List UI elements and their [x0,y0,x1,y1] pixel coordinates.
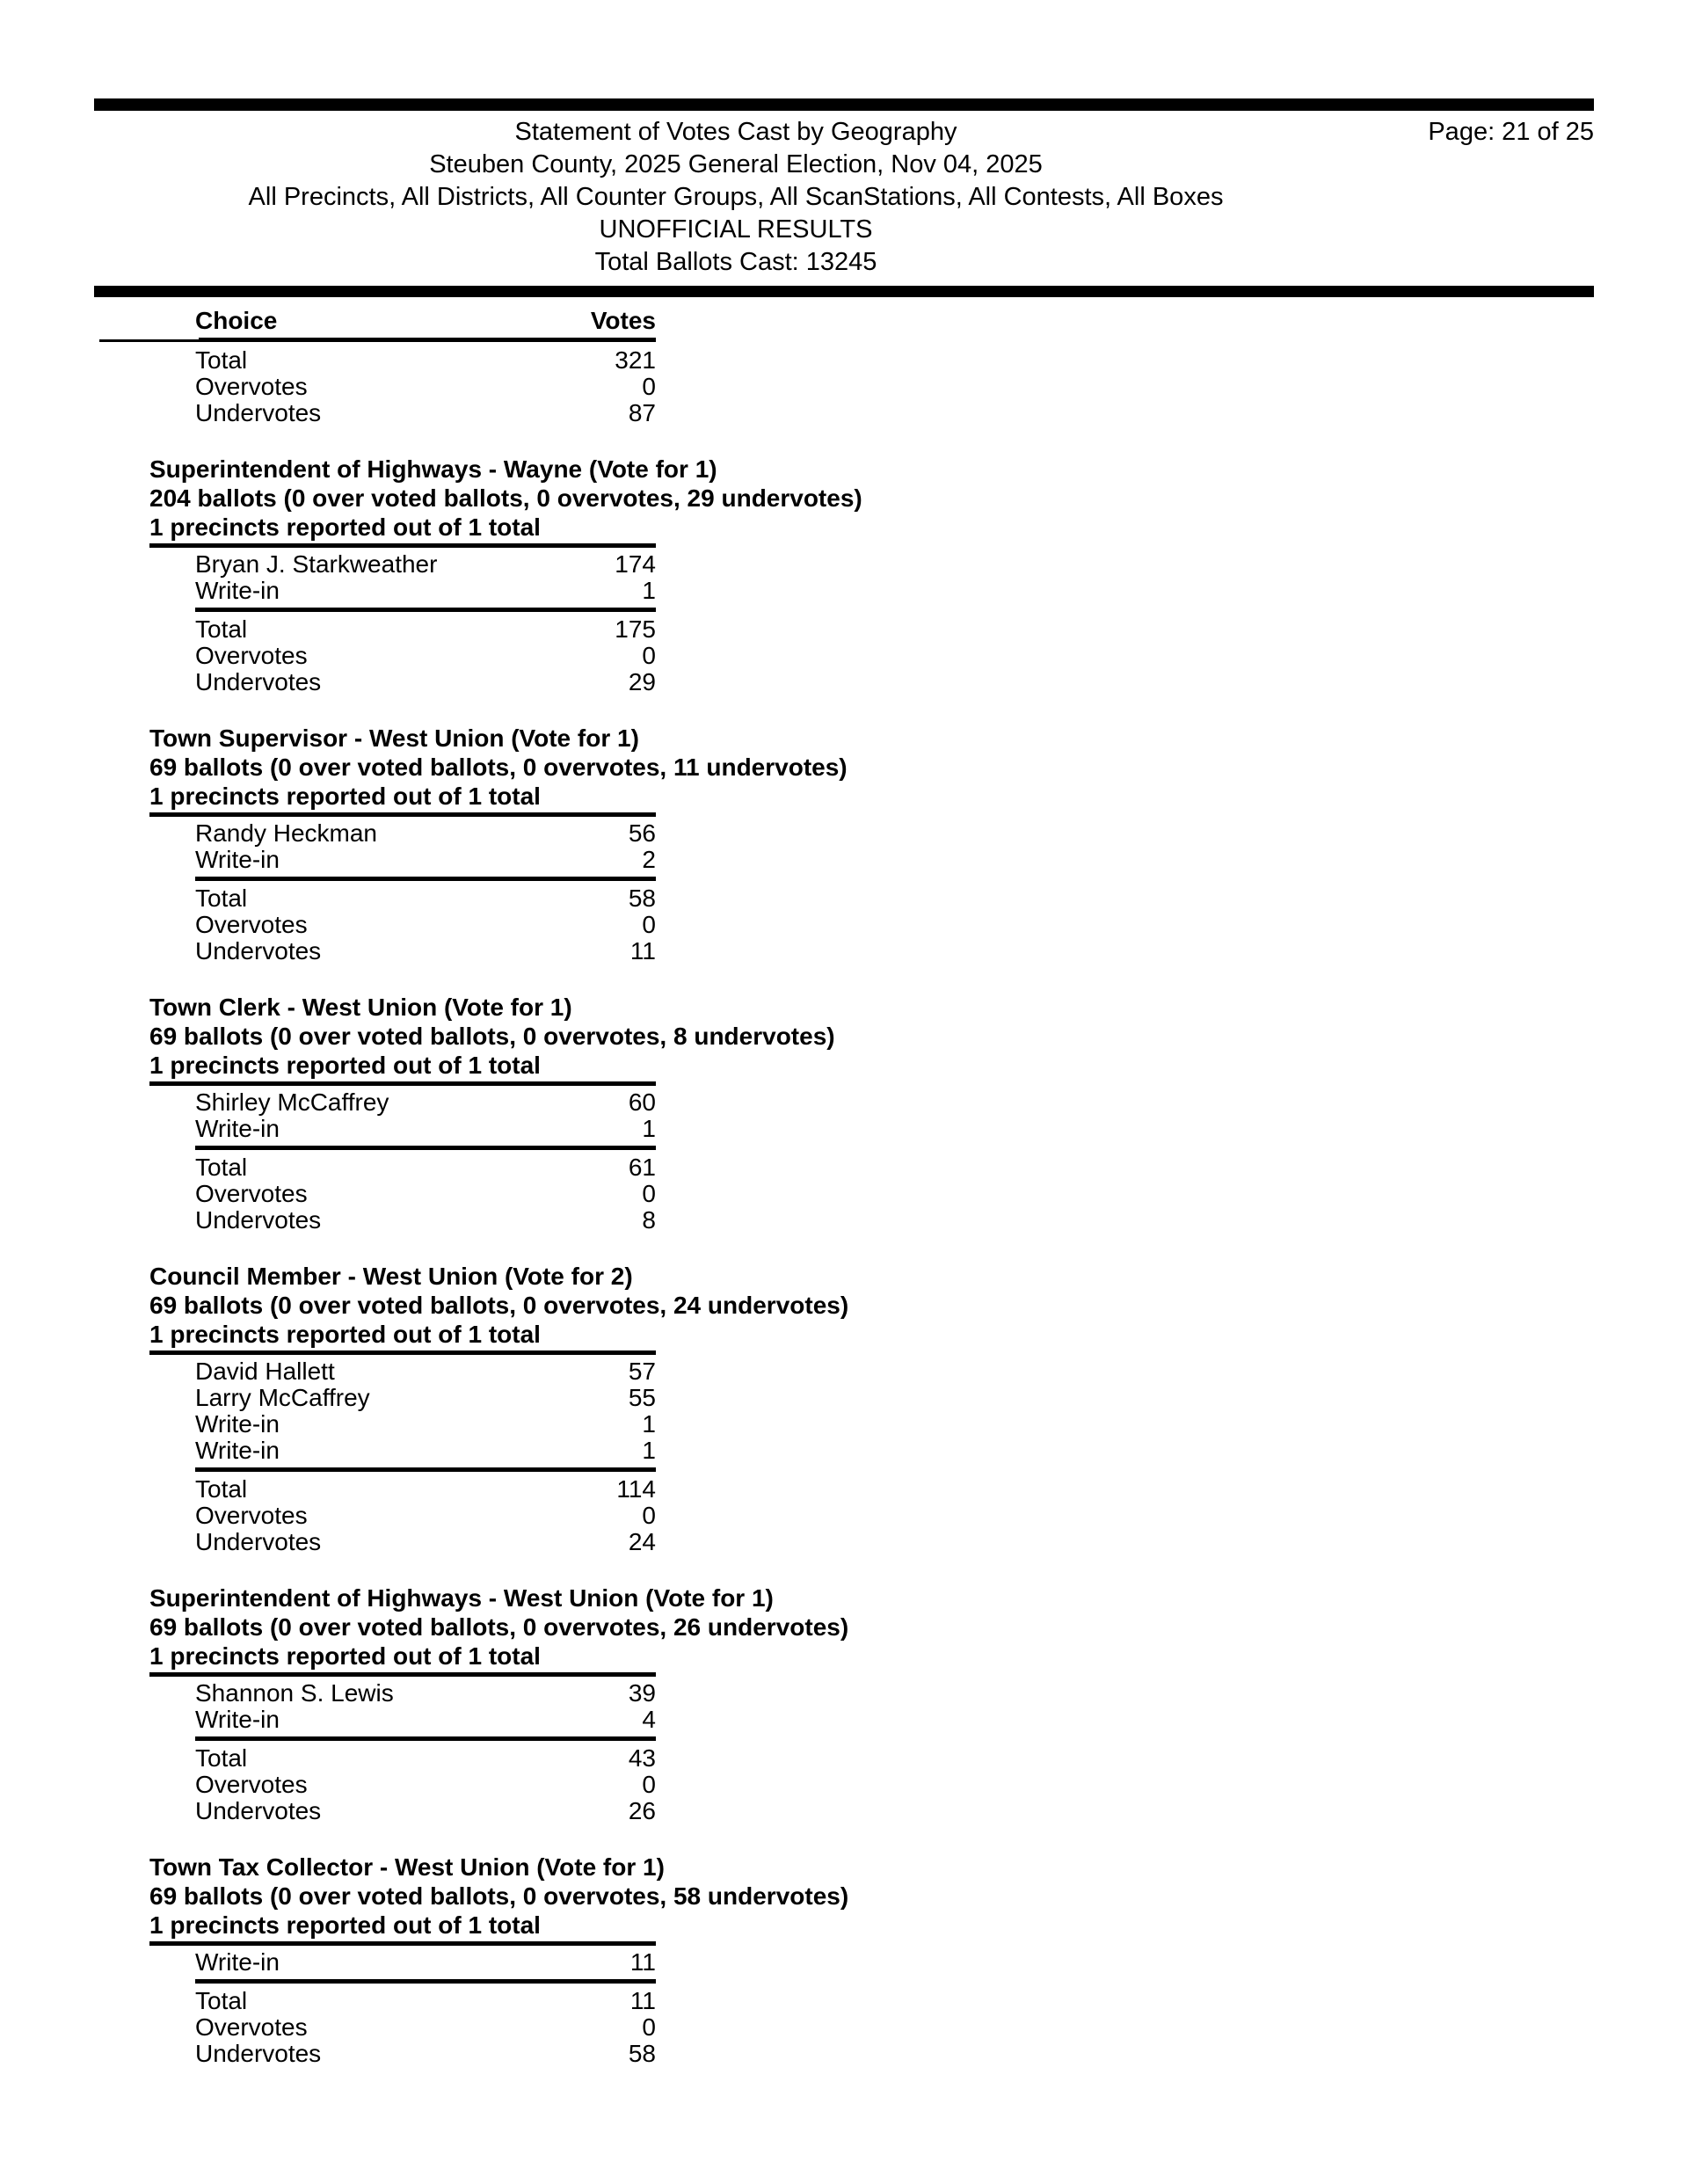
column-header-underline-thick [199,338,656,342]
summary-label: Overvotes [195,1180,308,1207]
candidate-row [195,551,656,578]
contest-section [0,993,1688,1234]
summary-votes: 0 [642,642,656,669]
summary-label: Overvotes [195,642,308,669]
summary-label: Total [195,1744,248,1772]
contest-section [0,455,1688,695]
contest-ballots-summary: 69 ballots (0 over voted ballots, 0 overvotes, 8 undervotes) [149,1023,835,1050]
candidate-row [195,1411,656,1438]
summary-votes: 0 [642,1180,656,1207]
summary-votes: 29 [628,668,656,695]
summary-label: Overvotes [195,2013,308,2041]
summary-row [195,1476,656,1503]
candidate-name: Write-in [195,577,280,604]
precincts-underline [149,1941,656,1946]
contest-ballots-summary: 204 ballots (0 over voted ballots, 0 overvotes, 29 undervotes) [149,484,862,512]
report-subtitle-election: Steuben County, 2025 General Election, Nov 04, 2025 [429,150,1043,178]
contest-section [0,1583,1688,1824]
summary-label: Undervotes [195,668,322,695]
summary-votes: 43 [628,1744,656,1772]
summary-row [195,1745,656,1772]
summary-label: Total [195,1154,248,1181]
candidate-name: Write-in [195,1115,280,1142]
contest-title: Town Clerk - West Union (Vote for 1) [149,994,572,1021]
summary-row [195,1772,656,1798]
candidate-row [195,1116,656,1142]
contest-precincts-reported: 1 precincts reported out of 1 total [149,1911,541,1939]
contest-ballots-summary: 69 ballots (0 over voted ballots, 0 overvotes, 26 undervotes) [149,1613,849,1641]
summary-votes: 24 [628,1528,656,1555]
candidates-underline [195,1467,656,1472]
contest-title: Town Supervisor - West Union (Vote for 1) [149,724,639,752]
summary-votes: 26 [628,1797,656,1824]
summary-row [195,938,656,965]
report-header [94,111,1594,286]
summary-row [195,1207,656,1234]
summary-row [195,643,656,669]
candidate-name: Shannon S. Lewis [195,1679,394,1707]
candidate-votes: 56 [628,819,656,847]
contest-section [0,724,1688,965]
candidate-votes: 57 [628,1358,656,1385]
candidate-row [195,1680,656,1707]
candidate-name: David Hallett [195,1358,335,1385]
contest-precincts-reported: 1 precincts reported out of 1 total [149,1321,541,1348]
candidate-name: Larry McCaffrey [195,1384,370,1411]
summary-row [195,616,656,643]
precincts-underline [149,1081,656,1086]
contest-ballots-summary: 69 ballots (0 over voted ballots, 0 overvotes, 58 undervotes) [149,1882,849,1910]
summary-label: Undervotes [195,1528,322,1555]
candidate-name: Write-in [195,1410,280,1438]
summary-label: Overvotes [195,911,308,938]
summary-votes: 0 [642,1502,656,1529]
candidate-votes: 55 [628,1384,656,1411]
report-total-ballots: Total Ballots Cast: 13245 [594,248,877,276]
summary-row [195,2014,656,2041]
summary-label: Total [195,885,248,912]
contest-section [0,1853,1688,2067]
summary-label: Overvotes [195,1771,308,1798]
summary-label: Undervotes [195,1797,322,1824]
contest-ballots-summary: 69 ballots (0 over voted ballots, 0 overvotes, 24 undervotes) [149,1292,849,1319]
summary-votes: 11 [629,1987,656,2014]
candidate-name: Shirley McCaffrey [195,1088,389,1116]
summary-label: Total [195,1475,248,1503]
report-subtitle-filters: All Precincts, All Districts, All Counter Groups, All ScanStations, All Contests, All Boxes [248,183,1224,211]
candidate-name: Randy Heckman [195,819,377,847]
choice-column-header: Choice [195,307,278,334]
contest-ballots-summary: 69 ballots (0 over voted ballots, 0 overvotes, 11 undervotes) [149,753,848,781]
candidate-votes: 11 [629,1948,656,1976]
candidate-votes: 39 [628,1679,656,1707]
column-header-underline [99,338,656,342]
summary-row [195,1503,656,1529]
candidate-row [195,1438,656,1464]
summary-votes: 58 [628,2040,656,2067]
summary-row [195,374,656,400]
summary-label: Total [195,1987,248,2014]
results-sections [0,347,1688,2067]
precincts-underline [149,1672,656,1677]
report-subtitle-status: UNOFFICIAL RESULTS [599,215,873,244]
candidate-row [195,847,656,873]
contest-title: Town Tax Collector - West Union (Vote for 1) [149,1853,665,1881]
summary-row [195,669,656,695]
summary-label: Undervotes [195,399,322,426]
summary-row [195,2041,656,2067]
column-header-underline-thin [99,339,199,342]
summary-row [195,1154,656,1181]
summary-label: Total [195,615,248,643]
candidate-row [195,1949,656,1976]
candidate-row [195,1089,656,1116]
summary-row [195,885,656,912]
summary-label: Undervotes [195,937,322,965]
precincts-underline [149,543,656,548]
votes-column-header: Votes [590,307,656,334]
candidate-name: Bryan J. Starkweather [195,550,438,578]
summary-row [195,400,656,426]
candidate-votes: 4 [642,1706,656,1733]
report-title: Statement of Votes Cast by Geography [514,118,957,146]
precincts-underline [149,1350,656,1355]
contest-section [0,347,1688,426]
precincts-underline [149,812,656,817]
summary-row [195,1529,656,1555]
summary-label: Overvotes [195,1502,308,1529]
summary-votes: 11 [629,937,656,965]
candidates-underline [195,877,656,881]
summary-row [195,347,656,374]
column-header-row [195,308,656,334]
summary-label: Undervotes [195,1206,322,1234]
contest-title: Council Member - West Union (Vote for 2) [149,1263,633,1290]
candidate-votes: 174 [615,550,656,578]
candidate-votes: 60 [628,1088,656,1116]
summary-votes: 0 [642,1771,656,1798]
contest-section [0,1262,1688,1555]
summary-votes: 8 [642,1206,656,1234]
candidate-votes: 1 [642,577,656,604]
summary-votes: 0 [642,911,656,938]
summary-votes: 58 [628,885,656,912]
summary-label: Undervotes [195,2040,322,2067]
summary-row [195,1181,656,1207]
summary-votes: 0 [642,373,656,400]
candidate-name: Write-in [195,846,280,873]
summary-votes: 87 [628,399,656,426]
page-number: Page: 21 of 25 [1428,118,1594,146]
summary-votes: 0 [642,2013,656,2041]
contest-precincts-reported: 1 precincts reported out of 1 total [149,783,541,810]
contest-title: Superintendent of Highways - West Union (Vote for 1) [149,1584,774,1612]
candidates-underline [195,1736,656,1741]
summary-row [195,912,656,938]
summary-votes: 114 [616,1475,656,1503]
candidate-row [195,820,656,847]
candidate-votes: 1 [642,1410,656,1438]
candidates-underline [195,1146,656,1150]
contest-precincts-reported: 1 precincts reported out of 1 total [149,513,541,541]
candidates-underline [195,1979,656,1984]
summary-label: Overvotes [195,373,308,400]
header-bottom-rule [94,286,1594,297]
summary-votes: 175 [615,615,656,643]
contest-precincts-reported: 1 precincts reported out of 1 total [149,1052,541,1079]
candidate-votes: 1 [642,1437,656,1464]
candidate-row [195,578,656,604]
candidate-votes: 2 [642,846,656,873]
contest-precincts-reported: 1 precincts reported out of 1 total [149,1642,541,1670]
summary-votes: 321 [615,346,656,374]
summary-row [195,1988,656,2014]
candidate-votes: 1 [642,1115,656,1142]
summary-votes: 61 [628,1154,656,1181]
candidate-name: Write-in [195,1706,280,1733]
candidate-row [195,1358,656,1385]
candidate-name: Write-in [195,1437,280,1464]
candidate-row [195,1707,656,1733]
top-rule [94,98,1594,111]
candidate-row [195,1385,656,1411]
candidate-name: Write-in [195,1948,280,1976]
summary-row [195,1798,656,1824]
summary-label: Total [195,346,248,374]
contest-title: Superintendent of Highways - Wayne (Vote for 1) [149,455,717,483]
candidates-underline [195,608,656,612]
report-header-center [94,116,1378,279]
